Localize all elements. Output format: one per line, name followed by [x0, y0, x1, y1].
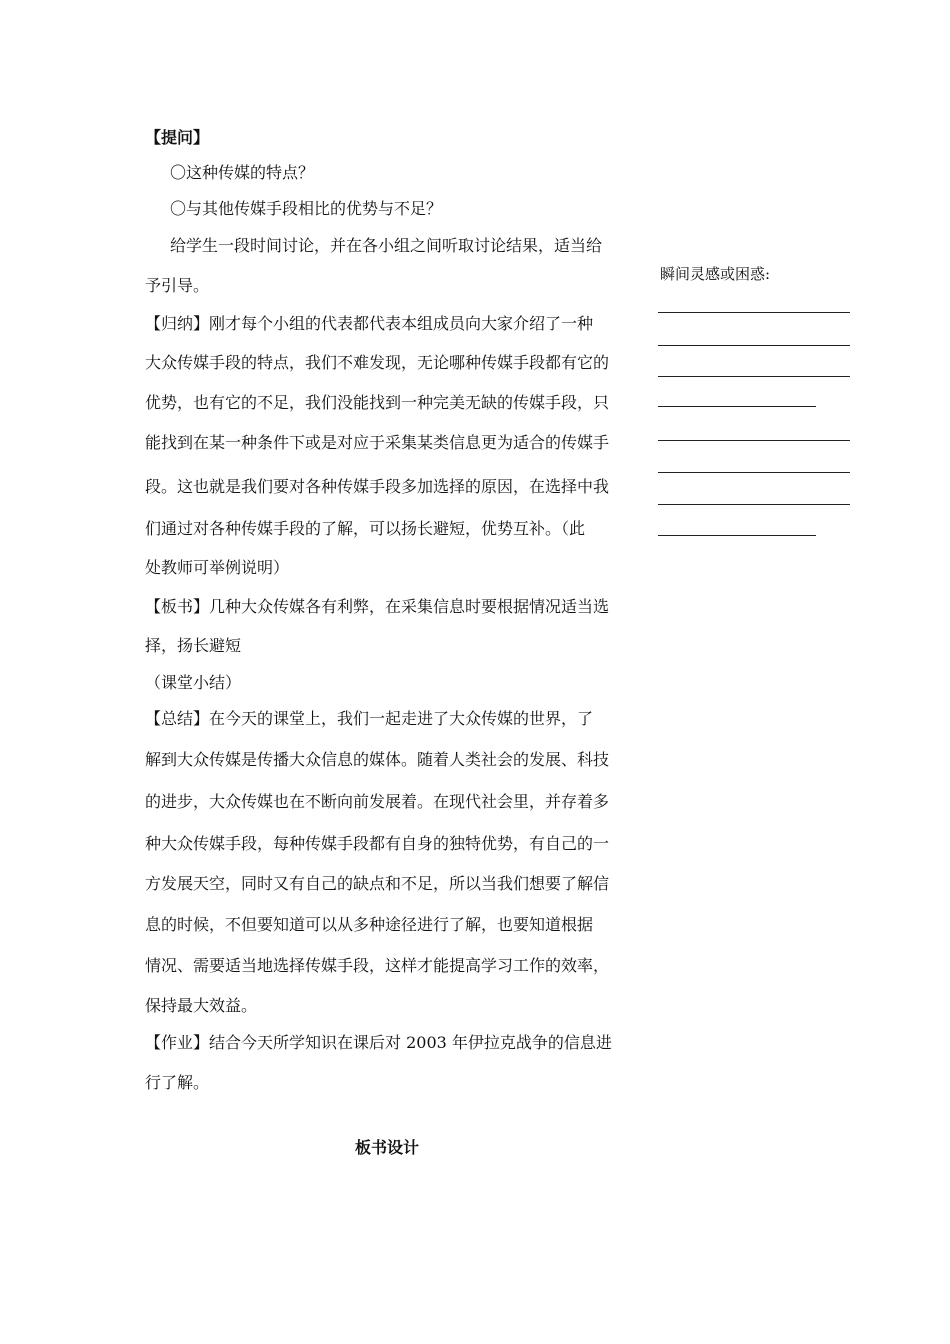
conclusion-line: 的进步，大众传媒也在不断向前发展着。在现代社会里，并存着多 [145, 792, 610, 811]
summary-line: 能找到在某一种条件下或是对应于采集某类信息更为适合的传媒手 [145, 433, 610, 452]
sidebar-notes-label: 瞬间灵感或困惑: [660, 265, 771, 283]
paragraph-line: 给学生一段时间讨论，并在各小组之间听取讨论结果，适当给 [170, 236, 603, 255]
summary-line: 【归纳】刚才每个小组的代表都代表本组成员向大家介绍了一种 [145, 314, 594, 333]
summary-line: 处教师可举例说明） [145, 558, 290, 577]
note-line [658, 535, 816, 536]
note-line [658, 345, 850, 346]
summary-line: 大众传媒手段的特点，我们不难发现，无论哪种传媒手段都有它的 [145, 353, 610, 372]
conclusion-line: 解到大众传媒是传播大众信息的媒体。随着人类社会的发展、科技 [145, 750, 610, 769]
summary-line: 们通过对各种传媒手段的了解，可以扬长避短，优势互补。（此 [145, 519, 586, 538]
question-heading: 【提问】 [145, 128, 210, 147]
conclusion-line: 【总结】在今天的课堂上，我们一起走进了大众传媒的世界，了 [145, 709, 594, 728]
board-line: 择，扬长避短 [145, 636, 242, 655]
paragraph-line: 予引导。 [145, 276, 210, 295]
note-line [658, 312, 850, 313]
homework-line: 行了解。 [145, 1073, 210, 1092]
board-line: 【板书】几种大众传媒各有利弊，在采集信息时要根据情况适当选 [145, 597, 610, 616]
note-line [658, 472, 850, 473]
summary-line: 段。这也就是我们要对各种传媒手段多加选择的原因，在选择中我 [145, 477, 610, 496]
conclusion-line: 保持最大效益。 [145, 996, 258, 1015]
question-item-2: 〇与其他传媒手段相比的优势与不足？ [170, 199, 443, 218]
conclusion-line: 情况、需要适当地选择传媒手段，这样才能提高学习工作的效率， [145, 956, 610, 975]
note-line [658, 440, 850, 441]
note-line [658, 504, 850, 505]
conclusion-line: 息的时候，不但要知道可以从多种途径进行了解，也要知道根据 [145, 915, 594, 934]
note-line [658, 406, 816, 407]
homework-line: 【作业】结合今天所学知识在课后对 2003 年伊拉克战争的信息进 [145, 1033, 612, 1052]
question-item-1: 〇这种传媒的特点？ [170, 163, 315, 182]
class-summary-label: （课堂小结） [145, 673, 242, 692]
conclusion-line: 种大众传媒手段，每种传媒手段都有自身的独特优势，有自己的一 [145, 834, 610, 853]
note-line [658, 376, 850, 377]
section-title: 板书设计 [355, 1138, 420, 1157]
summary-line: 优势，也有它的不足，我们没能找到一种完美无缺的传媒手段，只 [145, 393, 610, 412]
conclusion-line: 方发展天空，同时又有自己的缺点和不足，所以当我们想要了解信 [145, 874, 610, 893]
